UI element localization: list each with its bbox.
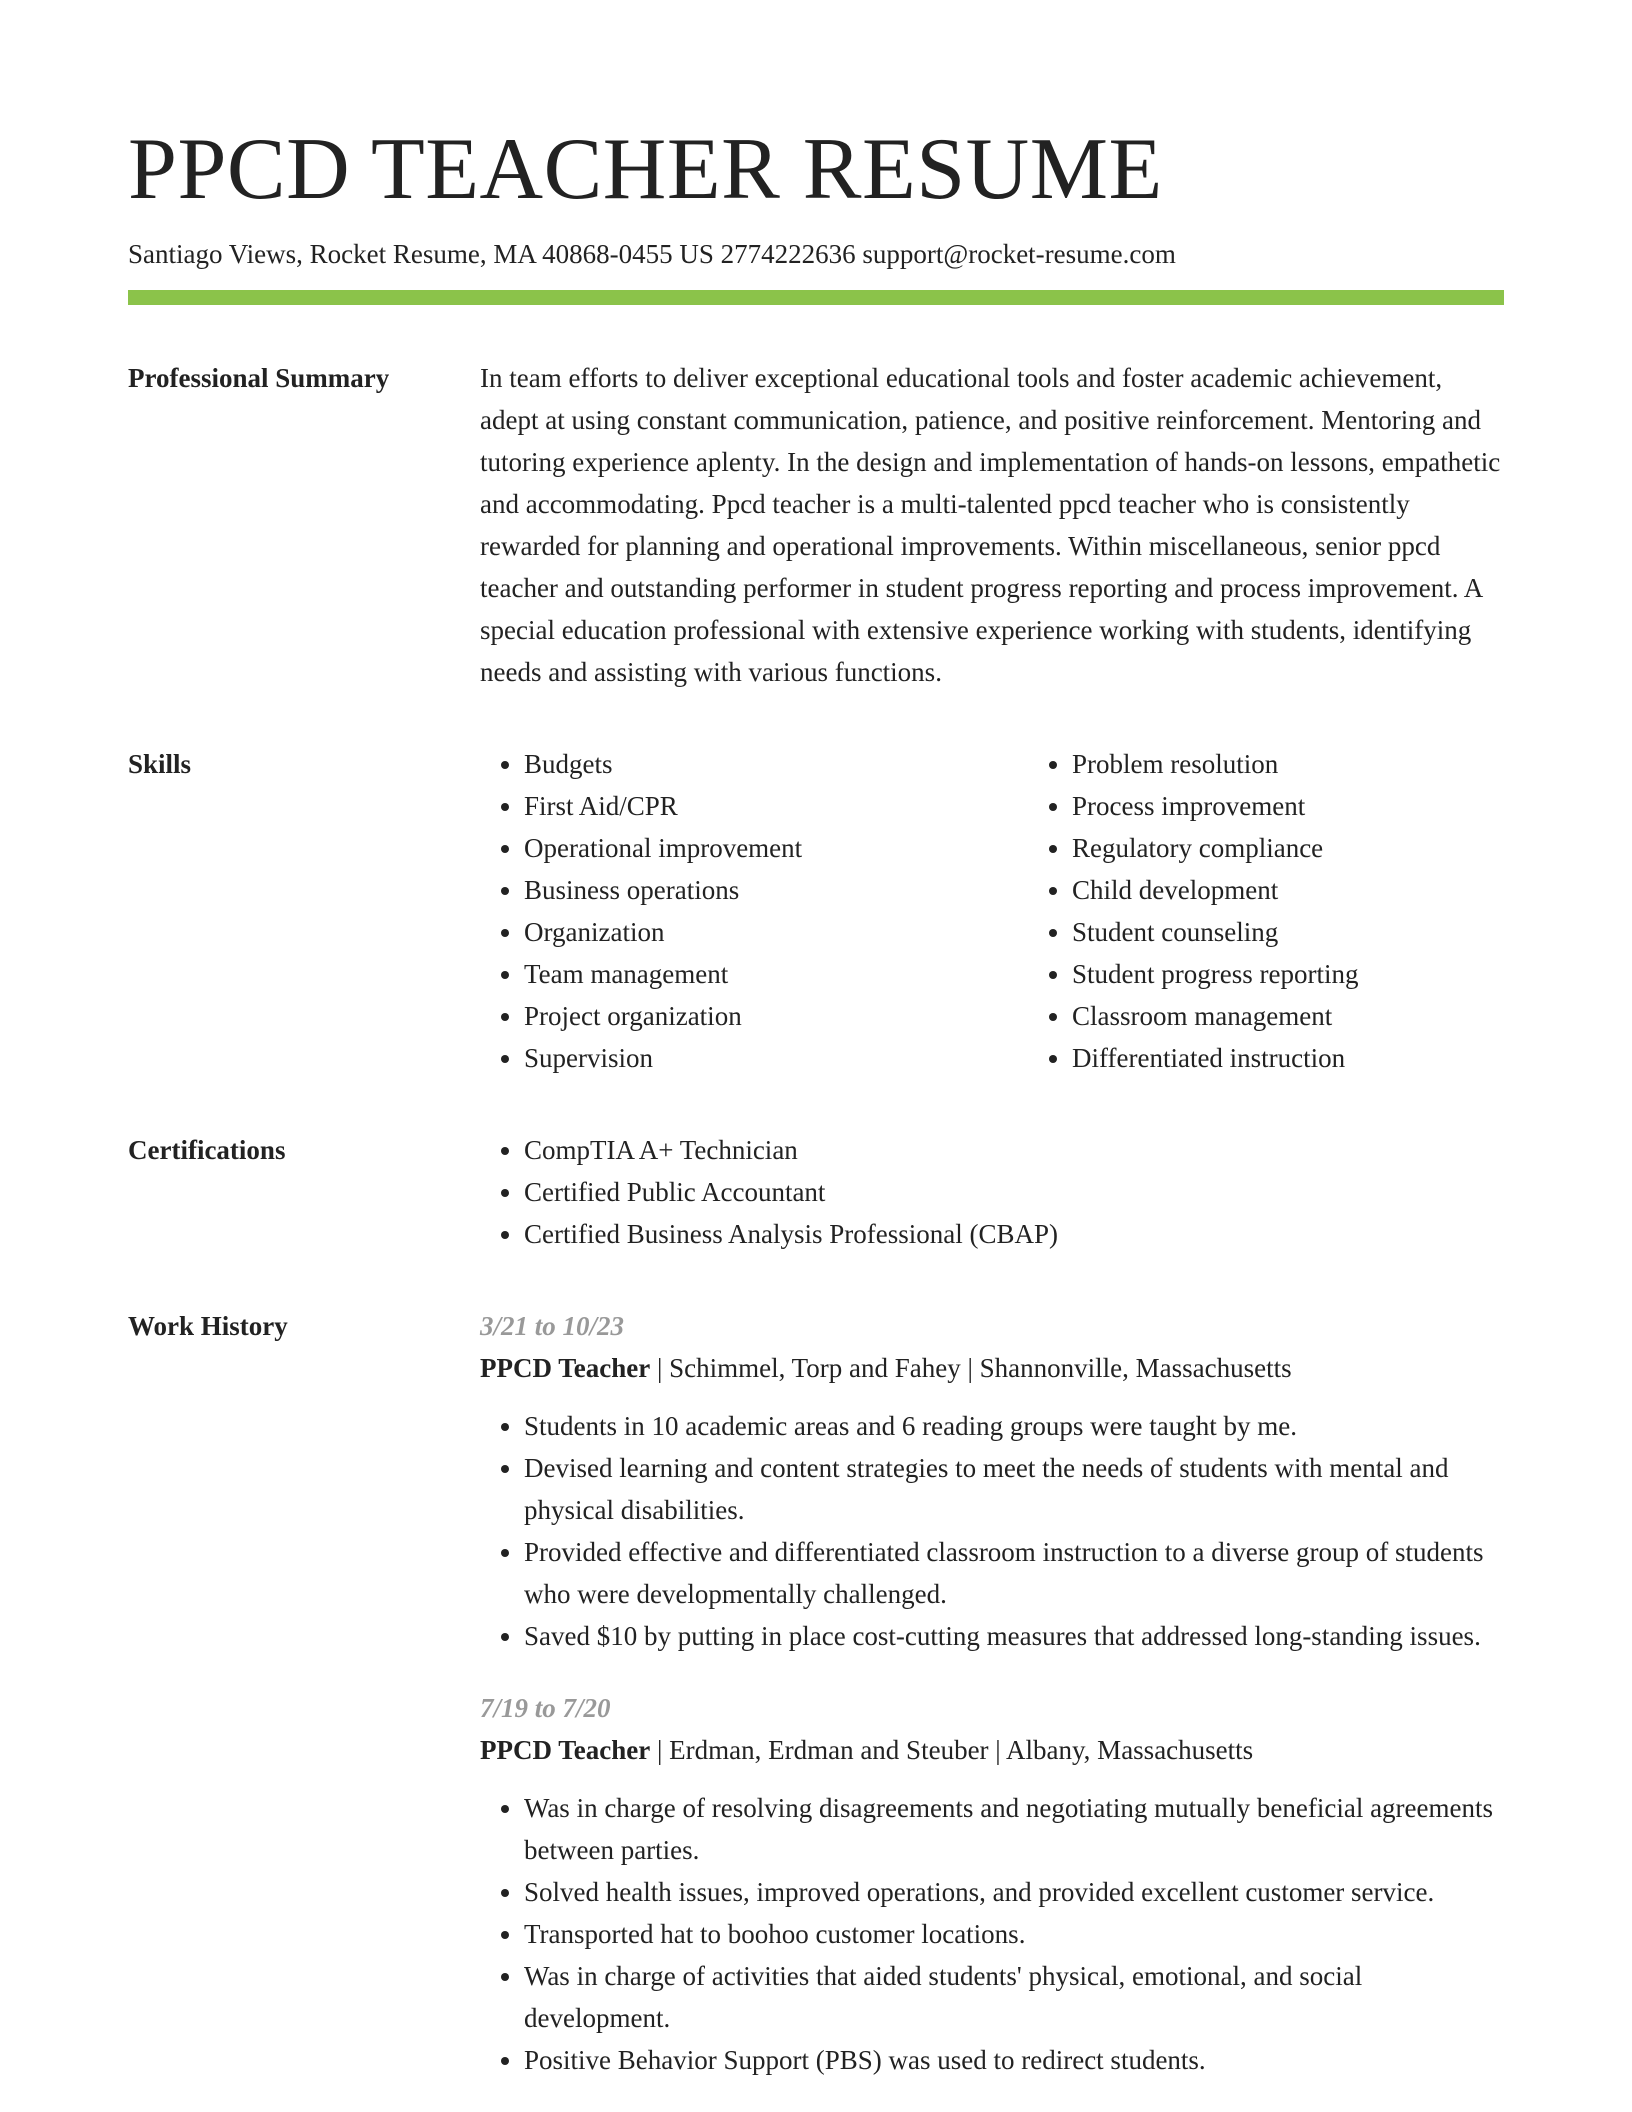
contact-line: Santiago Views, Rocket Resume, MA 40868-0455 US 2774222636 support@rocket-resume.com (128, 239, 1176, 269)
section-professional-summary (128, 357, 1504, 693)
resume-page (128, 118, 1504, 2081)
skill-item: • Student progress reporting (1072, 953, 1576, 995)
job-bullet: • Was in charge of activities that aided students' physical, emotional, and social development. (524, 1955, 1504, 2039)
section-label: Professional Summary (128, 363, 390, 393)
section-skills (128, 743, 1504, 1079)
skill-item: • Project organization (524, 995, 1028, 1037)
header-divider (128, 290, 1504, 305)
job-title-line (480, 1729, 1504, 1771)
skill-item: • Problem resolution (1072, 743, 1576, 785)
skill-item: • Child development (1072, 869, 1576, 911)
skills-list-right (1028, 743, 1576, 1079)
skill-item: • Organization (524, 911, 1028, 953)
job-title: PPCD Teacher (480, 1353, 651, 1383)
job-bullet: • Provided effective and differentiated classroom instruction to a diverse group of students who were developmentally challenged. (524, 1531, 1504, 1615)
skill-item: • First Aid/CPR (524, 785, 1028, 827)
resume-title: PPCD TEACHER RESUME (128, 121, 1163, 218)
skills-list-left (480, 743, 1028, 1079)
skill-item: • Process improvement (1072, 785, 1576, 827)
section-work-history (128, 1305, 1504, 2081)
section-certifications (128, 1129, 1504, 1255)
job-bullet: • Was in charge of resolving disagreements and negotiating mutually beneficial agreements between parties. (524, 1787, 1504, 1871)
job-bullets (480, 1787, 1504, 2081)
job-title: PPCD Teacher (480, 1735, 651, 1765)
section-label: Skills (128, 749, 192, 779)
summary-text: In team efforts to deliver exceptional educational tools and foster academic achievement, adept at using constant communication, patience, and positive reinforcement. Mentoring and tutoring experience aplenty. In the design and implementation of hands-on lessons, empathetic and accommodating. Ppcd teacher is a multi-talented ppcd teacher who is consistently rewarded for planning and operational improvements. Within miscellaneous, senior ppcd teacher and outstanding performer in student progress reporting and process improvement. A special education professional with extensive experience working with students, identifying needs and assisting with various functions. (480, 363, 1501, 687)
job-dates: 7/19 to 7/20 (480, 1693, 611, 1723)
skill-item: • Supervision (524, 1037, 1028, 1079)
job-details: | Schimmel, Torp and Fahey | Shannonville, Massachusetts (650, 1353, 1292, 1383)
skill-item: • Business operations (524, 869, 1028, 911)
job-bullet: • Devised learning and content strategies to meet the needs of students with mental and physical disabilities. (524, 1447, 1504, 1531)
section-label: Certifications (128, 1135, 286, 1165)
job-dates: 3/21 to 10/23 (480, 1311, 625, 1341)
skill-item: • Student counseling (1072, 911, 1576, 953)
job-bullet: • Transported hat to boohoo customer locations. (524, 1913, 1504, 1955)
job-title-line (480, 1347, 1504, 1389)
job-bullet: • Solved health issues, improved operations, and provided excellent customer service. (524, 1871, 1504, 1913)
job-entry (480, 1687, 1504, 2081)
skill-item: • Differentiated instruction (1072, 1037, 1576, 1079)
skill-item: • Operational improvement (524, 827, 1028, 869)
skill-item: • Budgets (524, 743, 1028, 785)
section-label: Work History (128, 1311, 288, 1341)
skill-item: • Classroom management (1072, 995, 1576, 1037)
job-entry (480, 1305, 1504, 1657)
job-bullet: • Positive Behavior Support (PBS) was used to redirect students. (524, 2039, 1504, 2081)
job-bullets (480, 1405, 1504, 1657)
skill-item: • Team management (524, 953, 1028, 995)
job-bullet: • Saved $10 by putting in place cost-cutting measures that addressed long-standing issues. (524, 1615, 1504, 1657)
certification-item: • Certified Public Accountant (524, 1171, 1504, 1213)
skill-item: • Regulatory compliance (1072, 827, 1576, 869)
job-bullet: • Students in 10 academic areas and 6 reading groups were taught by me. (524, 1405, 1504, 1447)
job-details: | Erdman, Erdman and Steuber | Albany, Massachusetts (650, 1735, 1254, 1765)
certifications-list (480, 1129, 1504, 1255)
certification-item: • CompTIA A+ Technician (524, 1129, 1504, 1171)
certification-item: • Certified Business Analysis Professional (CBAP) (524, 1213, 1504, 1255)
